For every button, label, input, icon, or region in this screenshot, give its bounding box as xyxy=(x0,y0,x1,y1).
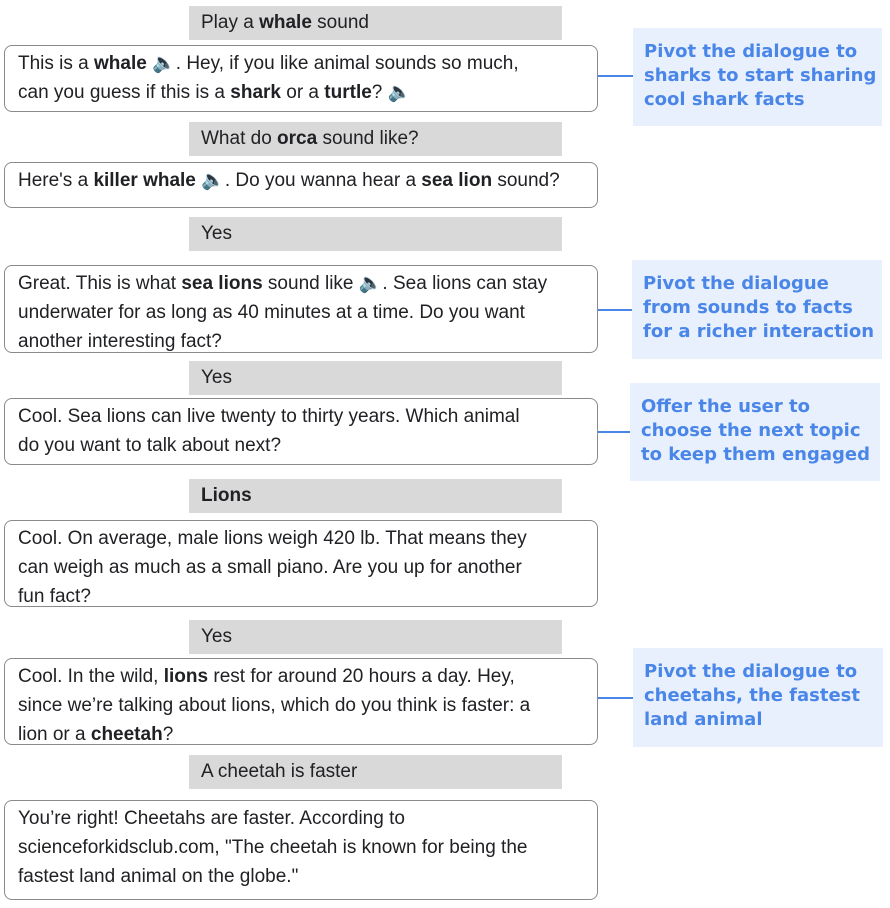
message-text: ? xyxy=(162,724,174,745)
message-text: Yes xyxy=(201,626,232,647)
message-text: You’re right! Cheetahs are faster. According to xyxy=(18,808,405,829)
message-text: sound xyxy=(311,12,369,33)
emphasis-text: sea lion xyxy=(421,170,493,191)
message-text: ? 🔈 xyxy=(371,82,412,103)
message-line xyxy=(18,833,587,862)
assistant-message xyxy=(4,520,598,607)
annotation-line: sharks to start sharing xyxy=(644,65,877,86)
annotation-line: to keep them engaged xyxy=(641,444,870,465)
message-text: do you want to talk about next? xyxy=(18,435,282,456)
annotation-line: for a richer interaction xyxy=(643,321,875,342)
annotation-connector xyxy=(598,431,630,433)
message-text: What do xyxy=(201,128,278,149)
message-line xyxy=(18,49,587,78)
emphasis-text: whale xyxy=(259,12,312,33)
message-text: Cool. Sea lions can live twenty to thirty years. Which animal xyxy=(18,406,520,427)
user-message xyxy=(189,122,562,156)
emphasis-text: whale xyxy=(94,53,147,74)
assistant-message xyxy=(4,162,598,208)
annotation-line: cheetahs, the fastest xyxy=(644,685,860,706)
message-line xyxy=(18,691,587,720)
assistant-message xyxy=(4,45,598,112)
message-text: scienceforkidsclub.com, "The cheetah is known for being the xyxy=(18,837,528,858)
message-text: sound like 🔈. Sea lions can stay xyxy=(262,273,548,294)
message-line xyxy=(18,402,587,431)
annotation-line: from sounds to facts xyxy=(643,297,853,318)
message-text: Play a xyxy=(201,12,260,33)
message-text: This is a xyxy=(18,53,95,74)
message-text: another interesting fact? xyxy=(18,331,222,352)
emphasis-text: lions xyxy=(163,666,209,687)
message-line xyxy=(18,804,587,833)
annotation-line: cool shark facts xyxy=(644,89,805,110)
message-line xyxy=(18,78,587,107)
user-message xyxy=(189,755,562,789)
assistant-message xyxy=(4,398,598,465)
message-text: Yes xyxy=(201,367,232,388)
message-text: Here's a xyxy=(18,170,94,191)
message-text: since we’re talking about lions, which do you think is faster: a xyxy=(18,695,531,716)
message-text: 🔈. Hey, if you like animal sounds so much, xyxy=(146,53,519,74)
message-text: A cheetah is faster xyxy=(201,761,358,782)
message-line xyxy=(18,524,587,553)
assistant-message xyxy=(4,658,598,745)
annotation-line: choose the next topic xyxy=(641,420,861,441)
annotation-line: Pivot the dialogue xyxy=(643,273,829,294)
message-text: can weigh as much as a small piano. Are you up for another xyxy=(18,557,522,578)
emphasis-text: turtle xyxy=(324,82,372,103)
annotation-connector xyxy=(598,309,632,311)
emphasis-text: killer whale xyxy=(93,170,196,191)
message-line xyxy=(18,166,587,195)
annotation-note xyxy=(633,28,882,126)
message-line xyxy=(18,327,587,356)
message-text: Great. This is what xyxy=(18,273,182,294)
annotation-line: Pivot the dialogue to xyxy=(644,661,858,682)
message-text: lion or a xyxy=(18,724,91,745)
annotation-line: Offer the user to xyxy=(641,396,810,417)
message-line xyxy=(18,431,587,460)
message-text: Cool. In the wild, xyxy=(18,666,164,687)
message-text: or a xyxy=(280,82,325,103)
message-text: fastest land animal on the globe." xyxy=(18,866,299,887)
message-line xyxy=(18,298,587,327)
emphasis-text: cheetah xyxy=(90,724,163,745)
emphasis-text: orca xyxy=(277,128,318,149)
annotation-line: Pivot the dialogue to xyxy=(644,41,858,62)
message-text: fun fact? xyxy=(18,586,91,607)
emphasis-text: sea lions xyxy=(181,273,263,294)
emphasis-text: Lions xyxy=(201,485,252,506)
annotation-connector xyxy=(598,75,633,77)
assistant-message xyxy=(4,265,598,353)
user-message xyxy=(189,217,562,251)
emphasis-text: shark xyxy=(230,82,281,103)
message-line xyxy=(18,553,587,582)
user-message xyxy=(189,6,562,40)
message-text: sound like? xyxy=(317,128,419,149)
message-text: 🔈. Do you wanna hear a xyxy=(195,170,422,191)
message-line xyxy=(18,862,587,891)
message-text: sound? xyxy=(492,170,560,191)
message-text: can you guess if this is a xyxy=(18,82,231,103)
message-line xyxy=(18,720,587,749)
annotation-note xyxy=(633,648,883,747)
message-line xyxy=(18,662,587,691)
message-text: rest for around 20 hours a day. Hey, xyxy=(208,666,515,687)
assistant-message xyxy=(4,800,598,900)
annotation-line: land animal xyxy=(644,709,763,730)
annotation-note xyxy=(632,260,882,359)
message-text: Yes xyxy=(201,223,232,244)
message-text: Cool. On average, male lions weigh 420 lb. That means they xyxy=(18,528,527,549)
user-message xyxy=(189,479,562,513)
message-line xyxy=(18,582,587,611)
message-text: underwater for as long as 40 minutes at a time. Do you want xyxy=(18,302,525,323)
annotation-note xyxy=(630,383,880,481)
user-message xyxy=(189,620,562,654)
annotation-connector xyxy=(598,697,633,699)
message-line xyxy=(18,269,587,298)
user-message xyxy=(189,361,562,395)
